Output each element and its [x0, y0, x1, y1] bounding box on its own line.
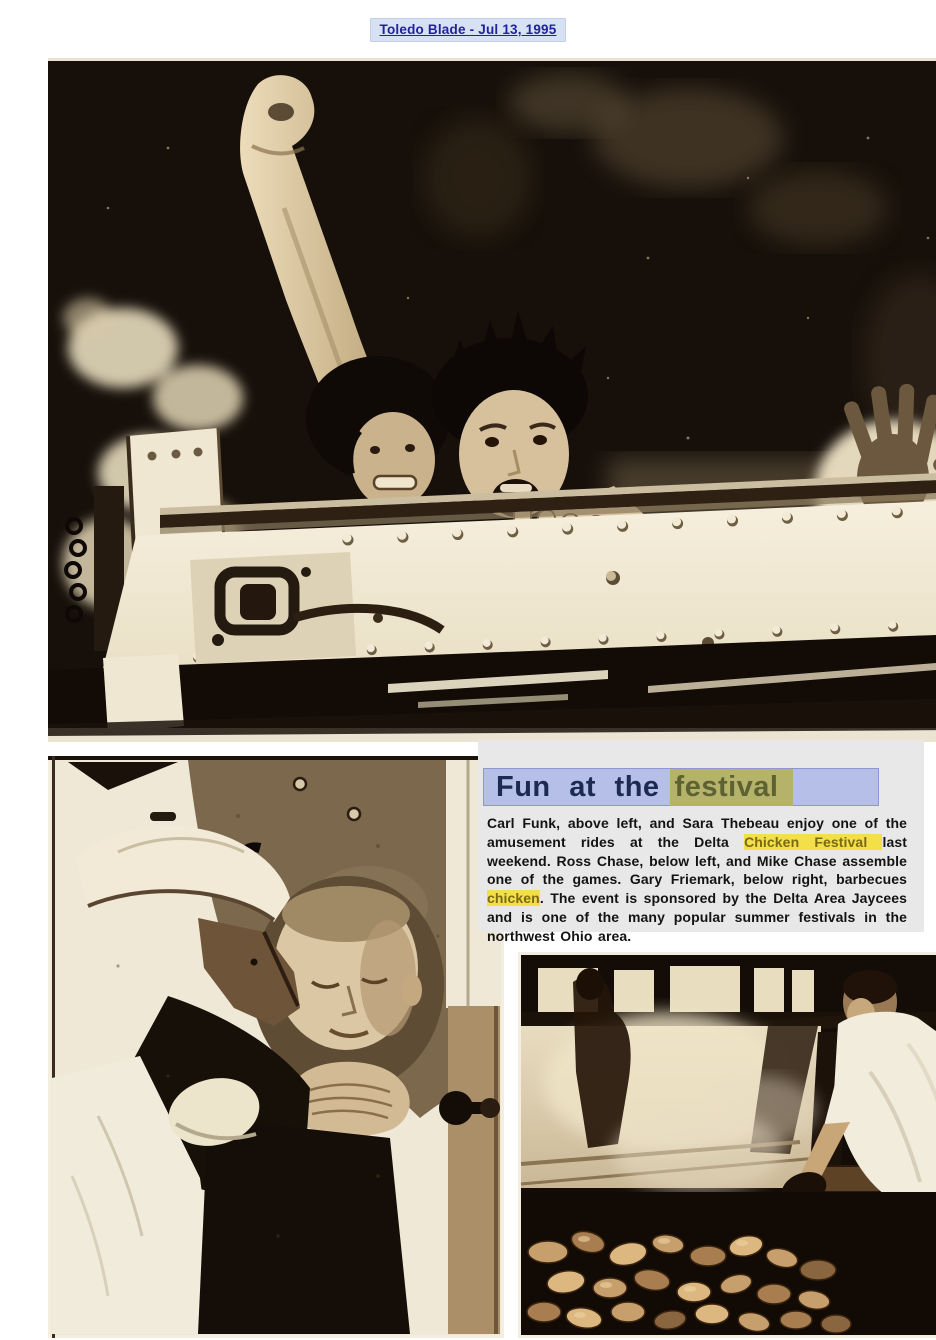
source-link-bar: [0, 18, 936, 42]
caption-text-segment: . The event is sponsored by the Delta Area Jaycees and is one of the many popular summer festivals in the northwest Ohio area.: [487, 890, 907, 944]
source-edition-link[interactable]: Toledo Blade - Jul 13, 1995: [370, 18, 567, 42]
caption-text-segment: last weekend. Ross Chase, below left, and Mike Chase assemble one of the games. Gary Friemark, below right, barbecues: [487, 833, 907, 888]
game-assembly-image: [48, 756, 504, 1338]
barbecue-image: [518, 952, 936, 1338]
headline-highlighted-word: festival: [670, 769, 793, 806]
amusement-ride-image: [48, 58, 936, 742]
headline-text: Fun at the: [496, 770, 660, 803]
caption-panel: [478, 740, 924, 944]
caption-highlight: Chicken Festival: [744, 833, 883, 850]
caption-highlight: chicken: [487, 890, 540, 907]
headline: [483, 768, 879, 806]
caption-text-segment: Carl Funk, above left, and Sara Thebeau enjoy one of the amusement rides at the Delta: [487, 815, 907, 850]
photo-caption: [487, 814, 907, 946]
photo-amusement-ride: [48, 58, 936, 742]
photo-barbecue: [518, 952, 936, 1338]
photo-game-assembly: [48, 756, 504, 1338]
